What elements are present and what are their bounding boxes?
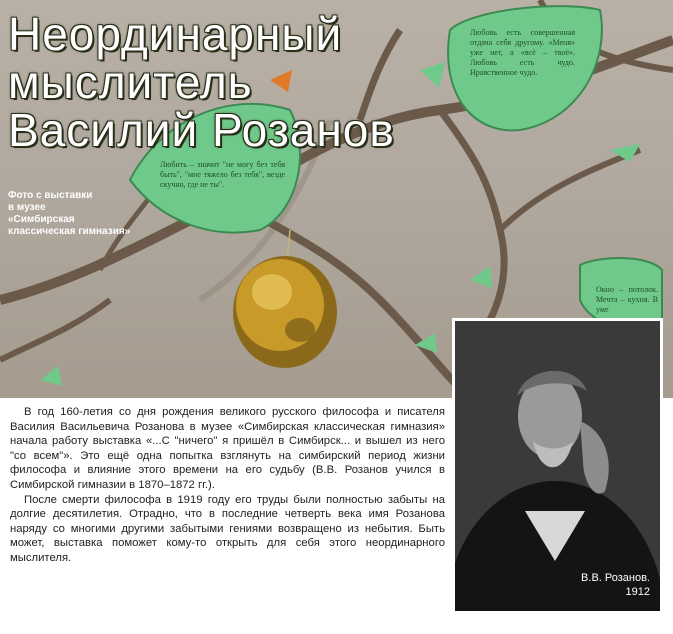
title-line-3: Василий Розанов (8, 104, 395, 156)
title-line-1: Неординарный (8, 8, 343, 60)
photo-caption (8, 190, 158, 238)
photo-caption-line-1: Фото с выставки (8, 190, 93, 201)
portrait-caption (581, 571, 650, 599)
portrait-caption-name: В.В. Розанов. (581, 572, 650, 584)
portrait-illustration (455, 321, 660, 611)
article-body (10, 405, 445, 566)
photo-caption-line-3: «Симбирская (8, 214, 75, 225)
leaf-note-window: Окно – потолок. Мечта – кухня. В уме (596, 285, 658, 314)
portrait-caption-year: 1912 (625, 586, 650, 598)
portrait-photo (452, 318, 663, 614)
photo-caption-line-2: в музее (8, 202, 46, 213)
paragraph-1: В год 160-летия со дня рождения великого русского философа и писателя Василия Васильевича Розанова в музее «Симбирская классическая гимназия» начала работу выставка «...С "ничего" я пришёл в Симбирск... и вышел из него "со всем"». Это ещё одна попытка взглянуть на симбирский период жизни философа и влияние этого времени на его судьбу (В.В. Розанов учился в Симбирской гимназии в 1870–1872 гг.). (10, 406, 445, 491)
paragraph-2: После смерти философа в 1919 году его труды были полностью забыты на долгие десятилетия. Отрадно, что в последние четверть века имя Розанова наряду со многими другими забытыми гениями возвращено из небытия. Быть может, выставка поможет кому-то открыть для себя этого неординарного мыслителя. (10, 493, 445, 564)
photo-caption-line-4: классическая гимназия» (8, 226, 131, 237)
title-line-2: мыслитель (8, 56, 253, 108)
article-title (8, 10, 395, 154)
leaf-note-miracle: Любовь есть совершенная отдача себя другому. «Меня» уже нет, а «всё – твоё». Любовь есть чудо. Нравственное чудо. (470, 28, 575, 77)
leaf-note-love: Любить – значит "не могу без тебя быть", "мне тяжело без тебя", везде скучно, где не ты". (160, 160, 285, 189)
